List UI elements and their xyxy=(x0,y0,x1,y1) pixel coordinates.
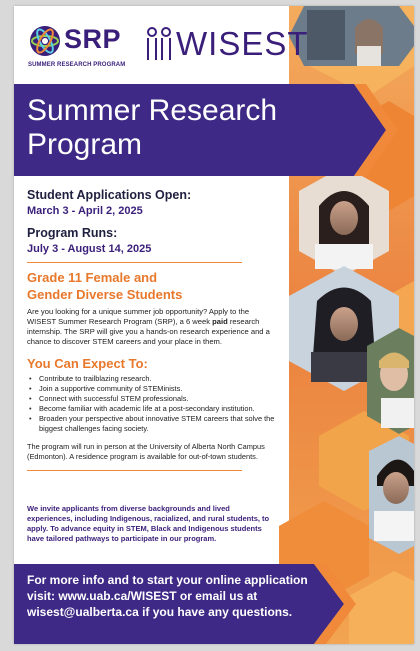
invite-paragraph: We invite applicants from diverse backgrounds and lived experiences, including Indigenous, racialized, and rural students, to apply. To advance equity in STEM, Black and Indigenous students have tailored pathways to participate in our program. xyxy=(27,504,270,543)
wisest-wordmark: WISEST xyxy=(176,25,309,62)
audience-heading-line2: Gender Diverse Students xyxy=(27,287,183,302)
audience-heading-line1: Grade 11 Female and xyxy=(27,270,158,285)
photo-student-labcoat xyxy=(369,436,414,554)
intro-bold: paid xyxy=(212,317,228,326)
location-paragraph: The program will run in person at the University of Alberta North Campus (Edmonton). A residence program is available for out-of-town students. xyxy=(27,442,265,461)
expect-list xyxy=(27,374,277,434)
srp-logo xyxy=(28,22,124,72)
runs-heading: Program Runs: xyxy=(27,226,118,240)
srp-wordmark: SRP xyxy=(64,24,122,54)
applications-dates: March 3 - April 2, 2025 xyxy=(27,205,143,217)
photo-student-glasses xyxy=(367,328,414,434)
main-content xyxy=(27,188,277,477)
runs-dates: July 3 - August 14, 2025 xyxy=(27,243,152,255)
atom-icon xyxy=(28,24,62,58)
list-item: • Contribute to trailblazing research. xyxy=(27,374,277,384)
list-item: • Connect with successful STEM professionals. xyxy=(27,394,277,404)
intro-text-end: research internship. The SRP will give you a hands-on research experience and a chance to discover STEM careers and your place in them. xyxy=(27,317,270,346)
divider xyxy=(27,262,242,263)
list-item: • Become familiar with academic life at a post-secondary institution. xyxy=(27,404,277,414)
wisest-logo xyxy=(144,24,309,64)
footer-line1: For more info and to start your online application xyxy=(27,573,308,587)
footer-line2[interactable]: visit: www.uab.ca/WISEST or email us at xyxy=(27,589,258,603)
divider xyxy=(27,470,242,471)
expect-heading: You Can Expect To: xyxy=(27,356,148,371)
footer-contact xyxy=(27,572,327,620)
intro-text: Are you looking for a unique summer job opportunity? Apply to the WISEST Summer Research Program (SRP), a 6 week xyxy=(27,307,250,326)
list-item: • Broaden your perspective about innovative STEM careers that solve the biggest challenges facing society. xyxy=(27,414,277,434)
list-item: • Join a supportive community of STEMinists. xyxy=(27,384,277,394)
page-title: Summer Research Program xyxy=(27,94,278,161)
wisest-figures-icon xyxy=(144,26,174,62)
poster xyxy=(14,6,414,644)
footer-line3[interactable]: wisest@ualberta.ca if you have any questions. xyxy=(27,605,293,619)
intro-paragraph xyxy=(27,307,277,347)
applications-heading: Student Applications Open: xyxy=(27,188,192,202)
srp-subtitle: SUMMER RESEARCH PROGRAM xyxy=(28,62,126,68)
